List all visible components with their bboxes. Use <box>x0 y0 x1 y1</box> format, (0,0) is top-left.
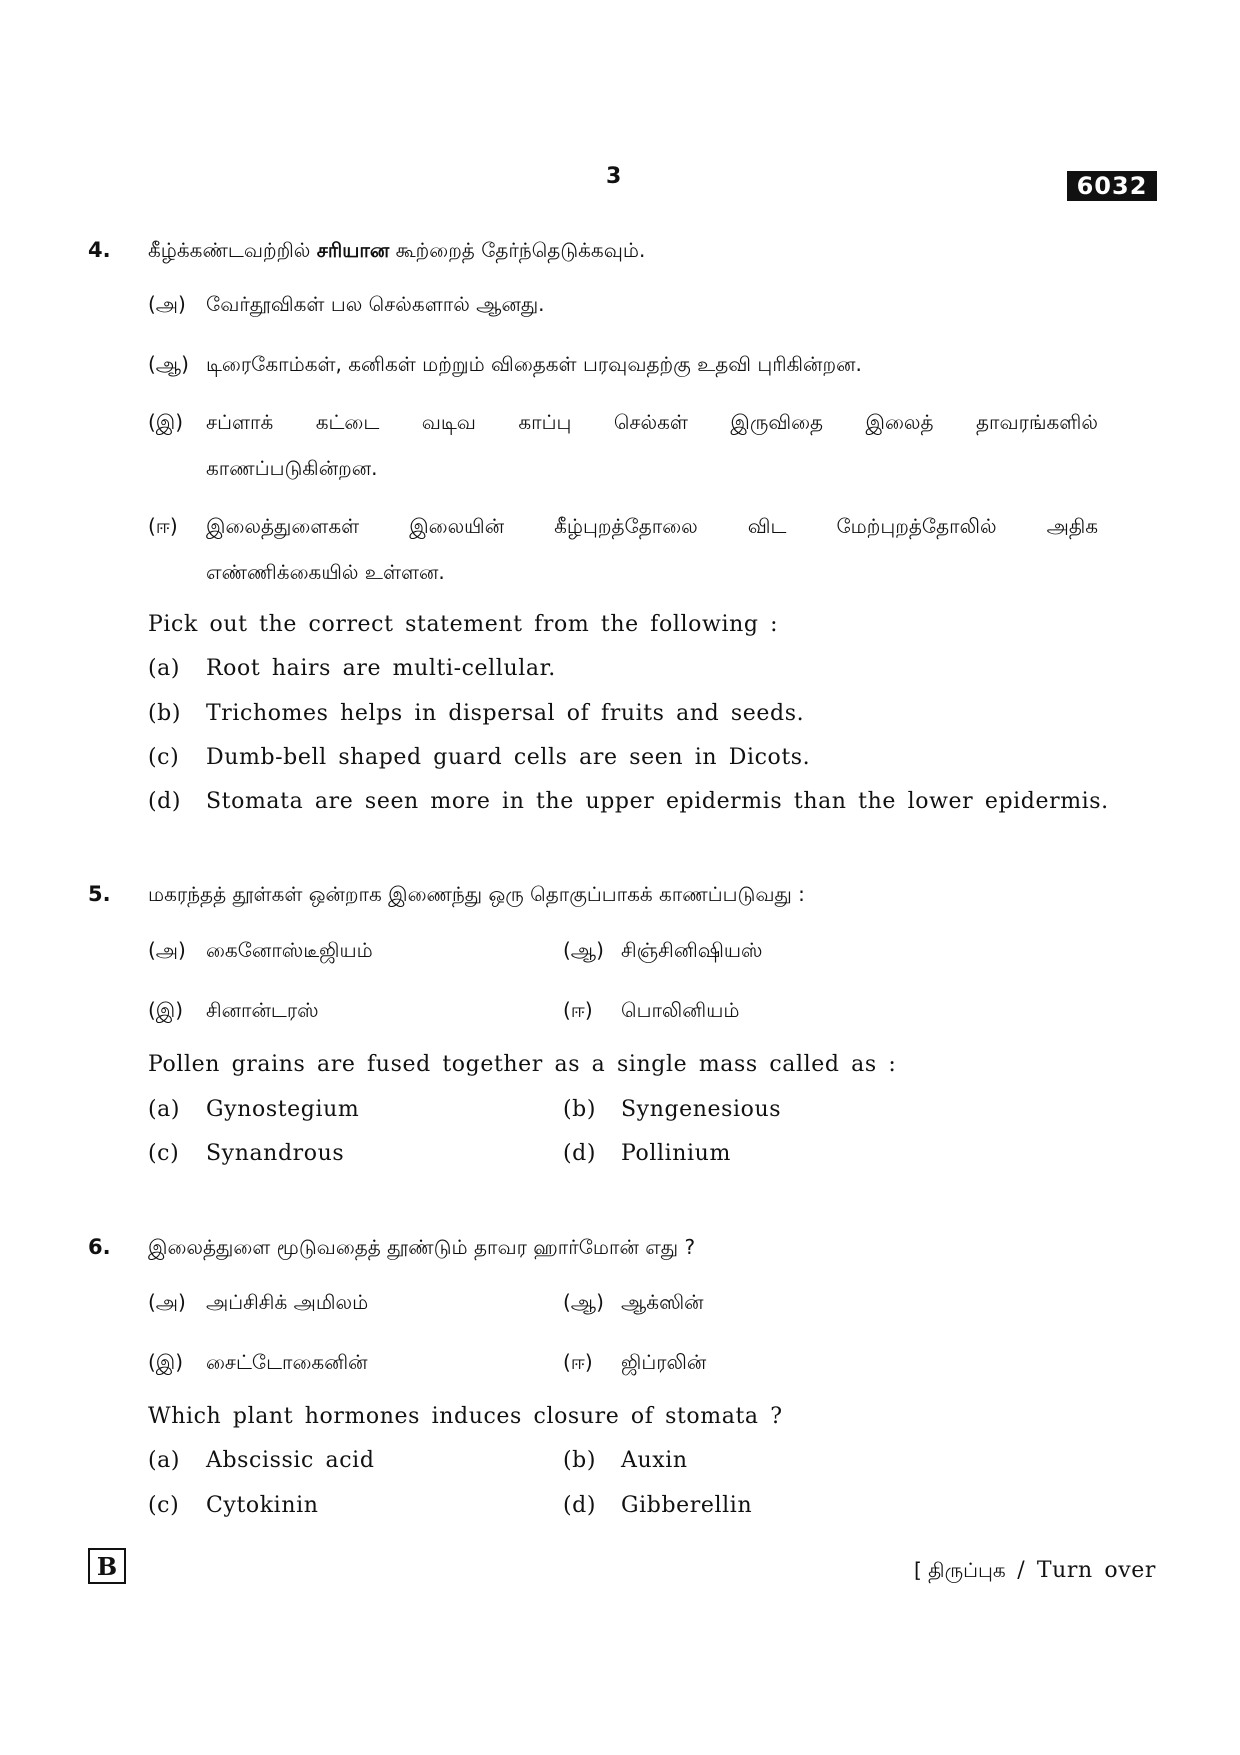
question-4-tamil-option: (ஆ) டிரைகோம்கள், கனிகள் மற்றும் விதைகள் பரவுவதற்கு உதவி புரிகின்றன. <box>148 352 862 376</box>
question-5-tamil-option: (ஆ) சிஞ்சினிஷியஸ் <box>563 938 763 962</box>
question-4-tamil-stem: கீழ்க்கண்டவற்றில் சரியான கூற்றைத் தேர்ந்தெடுக்கவும். <box>148 238 646 262</box>
question-5-tamil-option: (அ) கைனோஸ்டீஜியம் <box>148 938 373 962</box>
question-4-english-option: (a) Root hairs are multi-cellular. <box>148 656 556 681</box>
question-5-english-option: (b) Syngenesious <box>563 1097 782 1122</box>
question-4-english-option: (c) Dumb-bell shaped guard cells are seen in Dicots. <box>148 745 811 770</box>
turn-over-note: [ திருப்புக / Turn over <box>914 1558 1156 1583</box>
question-5-english-option: (d) Pollinium <box>563 1141 731 1166</box>
question-6-english-option: (c) Cytokinin <box>148 1493 319 1518</box>
page-number: 3 <box>606 164 622 189</box>
question-6-english-option: (b) Auxin <box>563 1448 688 1473</box>
question-6-number: 6. <box>88 1235 111 1259</box>
question-5-english-option: (a) Gynostegium <box>148 1097 360 1122</box>
question-5-tamil-stem: மகரந்தத் தூள்கள் ஒன்றாக இணைந்து ஒரு தொகுப்பாகக் காணப்படுவது : <box>148 882 805 906</box>
question-6-tamil-option: (இ) சைட்டோகைனின் <box>148 1350 368 1374</box>
question-6-english-option: (d) Gibberellin <box>563 1493 753 1518</box>
question-4-tamil-option-continuation: எண்ணிக்கையில் உள்ளன. <box>206 560 445 584</box>
question-5-tamil-option: (ஈ) பொலினியம் <box>563 998 740 1022</box>
question-4-tamil-option: (ஈ) இலைத்துளைகள் இலையின் கீழ்புறத்தோலை விட மேற்புறத்தோலில் அதிக <box>148 514 1098 538</box>
question-5-english-stem: Pollen grains are fused together as a single mass called as : <box>148 1052 897 1077</box>
question-4-english-stem: Pick out the correct statement from the following : <box>148 612 779 637</box>
question-6-tamil-option: (ஆ) ஆக்ஸின் <box>563 1290 704 1314</box>
question-4-english-option: (d) Stomata are seen more in the upper epidermis than the lower epidermis. <box>148 789 1109 814</box>
question-5-tamil-option: (இ) சினான்டரஸ் <box>148 998 319 1022</box>
question-4-tamil-option-continuation: காணப்படுகின்றன. <box>206 456 378 480</box>
question-4-english-option: (b) Trichomes helps in dispersal of fruits and seeds. <box>148 701 805 726</box>
question-6-tamil-stem: இலைத்துளை மூடுவதைத் தூண்டும் தாவர ஹார்மோன் எது ? <box>148 1235 696 1259</box>
question-5-number: 5. <box>88 882 111 906</box>
question-6-english-stem: Which plant hormones induces closure of stomata ? <box>148 1404 783 1429</box>
series-code-box: B <box>88 1548 126 1584</box>
question-4-number: 4. <box>88 238 111 262</box>
question-6-tamil-option: (ஈ) ஜிப்ரலின் <box>563 1350 707 1374</box>
paper-code-badge: 6032 <box>1067 171 1157 201</box>
question-6-tamil-option: (அ) அப்சிசிக் அமிலம் <box>148 1290 369 1314</box>
question-5-english-option: (c) Synandrous <box>148 1141 345 1166</box>
question-4-tamil-option: (இ) சப்ளாக் கட்டை வடிவ காப்பு செல்கள் இருவிதை இலைத் தாவரங்களில் <box>148 410 1098 434</box>
question-6-english-option: (a) Abscissic acid <box>148 1448 375 1473</box>
question-4-tamil-option: (அ) வேர்தூவிகள் பல செல்களால் ஆனது. <box>148 292 545 316</box>
